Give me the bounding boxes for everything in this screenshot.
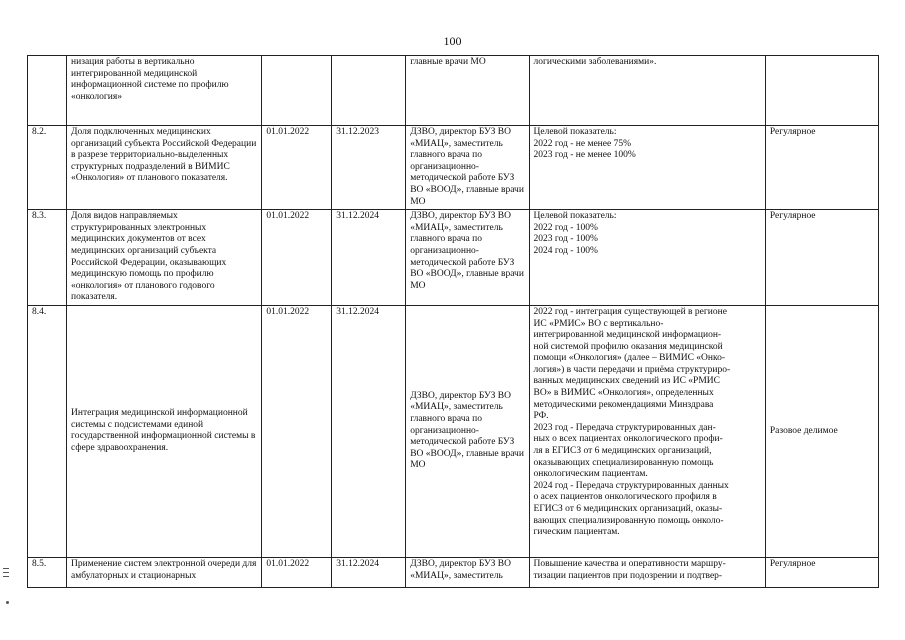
row-number: 8.5. (28, 557, 67, 587)
start-date: 01.01.2022 (262, 126, 332, 210)
responsible-cell: ДЗВО, директор БУЗ ВО «МИАЦ», заместитель (406, 557, 529, 587)
start-date: 01.01.2022 (262, 557, 332, 587)
end-date (332, 56, 406, 126)
end-date: 31.12.2023 (332, 126, 406, 210)
responsible-cell: главные врачи МО (406, 56, 529, 126)
measure-name: Применение систем электронной очереди для амбулаторных и стационарных (67, 557, 262, 587)
description-cell: Повышение качества и оперативности маршру- тизации пациентов при подозрении и подтвер- (529, 557, 765, 587)
table-row (28, 305, 879, 557)
description-cell: 2022 год - интеграция существующей в регионе ИС «РМИС» ВО с вертикально- интегрированной медицинской информацион- ной системой профилю оказания медицинской помощи «Онкология» (далее – ВИМИС «Онко- логия») в части передачи и приёма структуриро- ванных медицинских сведений из ИС «РМИС ВО» в ВИМИС «Онкология», определенных методическими рекомендациями Минздрава РФ. 2023 год - Передача структурированных дан- ных о всех пациентах онкологического профи- ля в ЕГИСЗ от 6 медицинских организаций, оказывающих специализированную помощь онкологическим пациентам. 2024 год - Передача структурированных данных о асех пациентов онкологического профиля в ЕГИСЗ от 6 медицинских организаций, оказы- вающих специализированную помощь онколо- гическим пациентам. (529, 305, 765, 557)
start-date: 01.01.2022 (262, 305, 332, 557)
page-number: 100 (443, 34, 462, 48)
description-cell: Целевой показатель: 2022 год - 100% 2023 год - 100% 2024 год - 100% (529, 210, 765, 306)
description-cell: логическими заболеваниями». (529, 56, 765, 126)
table-row (28, 126, 879, 210)
start-date: 01.01.2022 (262, 210, 332, 306)
measure-name: Доля подключенных медицинских организаций субъекта Российской Федерации в разрезе территориально-выделенных структурных подразделений в ВИМИС «Онкология» от планового показателя. (67, 126, 262, 210)
margin-dot (6, 601, 9, 604)
responsible-cell: ДЗВО, директор БУЗ ВО «МИАЦ», заместитель главного врача по организационно-методической работе БУЗ ВО «ВООД», главные врачи МО (406, 305, 529, 557)
start-date (262, 56, 332, 126)
measure-type: Регулярное (765, 210, 878, 306)
measure-type: Разовое делимое (765, 305, 878, 557)
table-row (28, 210, 879, 306)
end-date: 31.12.2024 (332, 557, 406, 587)
table-row (28, 557, 879, 587)
measure-name: низация работы в вертикально интегрированной медицинской информационной системе по профилю «онкология» (67, 56, 262, 126)
measure-type: Регулярное (765, 126, 878, 210)
margin-marks (3, 568, 9, 580)
measure-name: Доля видов направляемых структурированных электронных медицинских документов от всех медицинских организаций субъекта Российской Федерации, оказывающих медицинскую помощь по профилю «онкология» от планового годового показателя. (67, 210, 262, 306)
responsible-cell: ДЗВО, директор БУЗ ВО «МИАЦ», заместитель главного врача по организационно-методической работе БУЗ ВО «ВООД», главные врачи МО (406, 210, 529, 306)
measure-type (765, 56, 878, 126)
responsible-cell: ДЗВО, директор БУЗ ВО «МИАЦ», заместитель главного врача по организационно-методической работе БУЗ ВО «ВООД», главные врачи МО (406, 126, 529, 210)
row-number: 8.4. (28, 305, 67, 557)
end-date: 31.12.2024 (332, 210, 406, 306)
row-number: 8.2. (28, 126, 67, 210)
row-number: 8.3. (28, 210, 67, 306)
description-cell: Целевой показатель: 2022 год - не менее 75% 2023 год - не менее 100% (529, 126, 765, 210)
measure-name: Интеграция медицинской информационной системы с подсистемами единой государственной информационной системы в сфере здравоохранения. (67, 305, 262, 557)
row-number (28, 56, 67, 126)
measures-table (27, 55, 879, 588)
table-row (28, 56, 879, 126)
measure-type: Регулярное (765, 557, 878, 587)
end-date: 31.12.2024 (332, 305, 406, 557)
